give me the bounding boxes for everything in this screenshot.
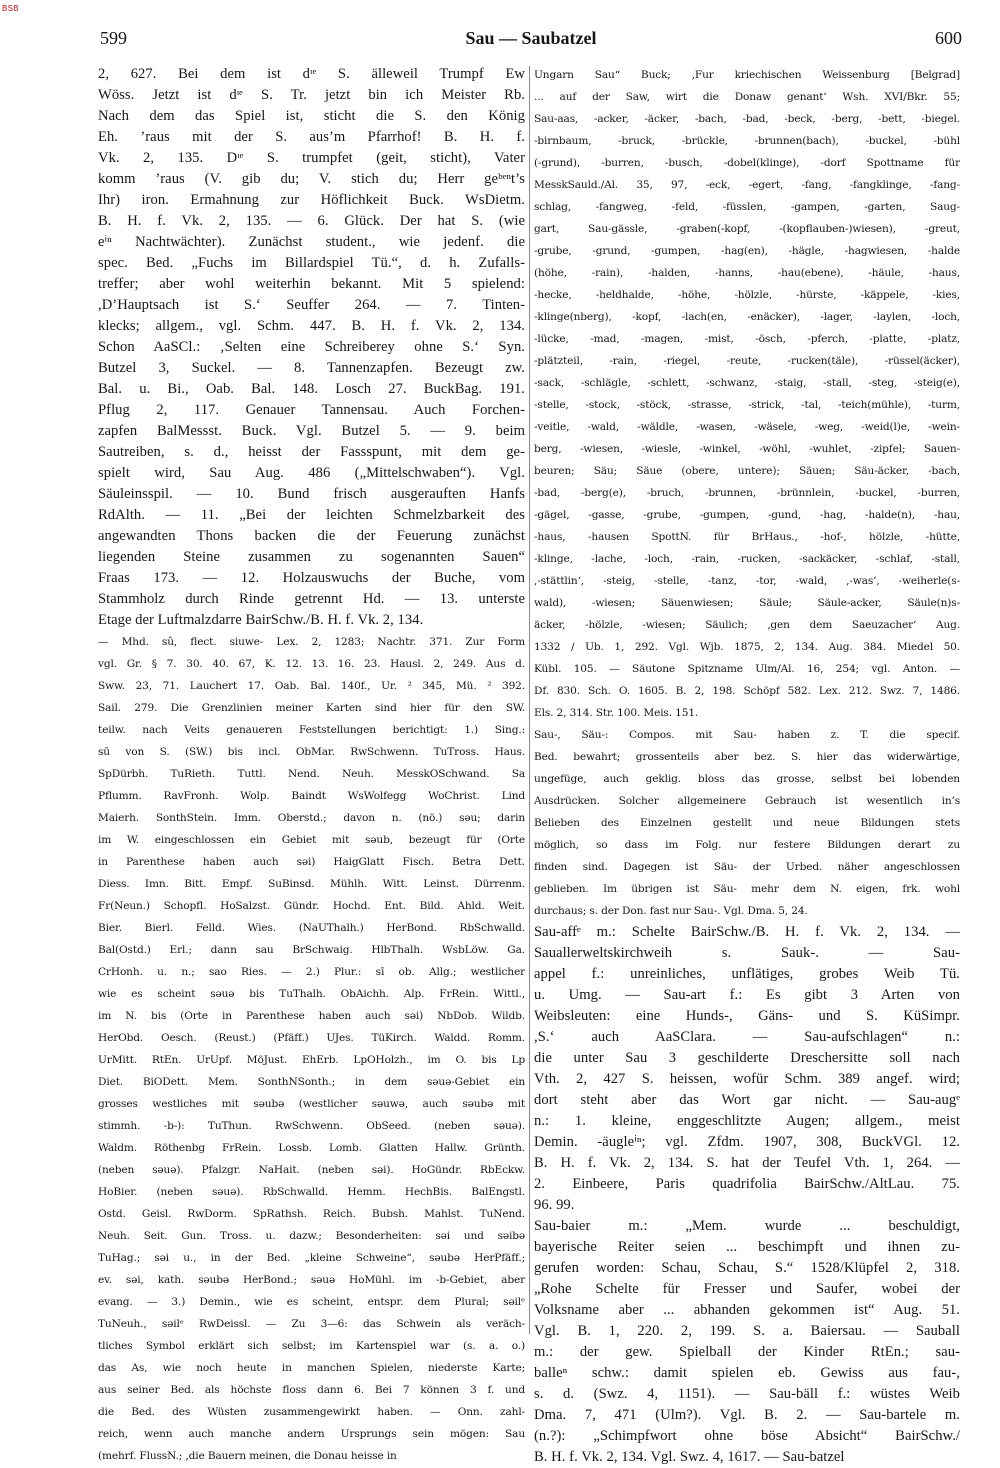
- text-line: Sauallerweltskirchweih s. Sauk-. — Sau-: [534, 945, 960, 961]
- note-line: -lücke, -mad, -magen, -mist, -ösch, -pferch, -platte, -platz,: [534, 333, 960, 345]
- text-line: „Rohe Schelte für Fresser und Saufer, wobei der: [534, 1281, 960, 1297]
- text-line: Butzel 3, Suckel. — 8. Tannenzapfen. Bezeugt zw.: [98, 360, 525, 376]
- text-line: Schon AaSCl.: ‚Selten eine Schreiberey ohne S.‘ Syn.: [98, 339, 525, 355]
- note-line: in Parenthese haben auch səi) HaigGlatt Fisch. Betra Dett.: [98, 856, 525, 868]
- note-line: Df. 830. Sch. O. 1605. B. 2, 198. Schöpf 582. Lex. 212. Swz. 7, 1486.: [534, 685, 960, 697]
- text-line: Bal. u. Bi., Oab. Bal. 148. Losch 27. BuckBag. 191.: [98, 381, 525, 397]
- text-line: ,S.‘ auch AaSClara. — Sau-aufschlagen“ n.:: [534, 1029, 960, 1045]
- text-line: Sau-baier m.: „Mem. wurde ... beschuldigt,: [534, 1218, 960, 1234]
- left-column: [98, 64, 525, 1467]
- note-line: das As, wie noch heute in manchen Spielen, niederste Karte;: [98, 1362, 525, 1374]
- note-line: (-grund), -burren, -busch, -dobel(klinge), -dorf Spottname für: [534, 157, 960, 169]
- note-line: beuren; Säu; Säue (obere, untere); Säuen; Säu-äcker, -bach,: [534, 465, 960, 477]
- note-line: Diess. Imn. Bitt. Empf. SuBinsd. Mühlh. Witt. Leinst. Dürrenm.: [98, 878, 525, 890]
- text-line: treffer; aber wohl weiterhin bekannt. Mit 5 spielend:: [98, 276, 525, 292]
- right-column: [534, 64, 960, 1468]
- note-line: möglich, so dass im Folg. nur festere Bildungen derart zu: [534, 839, 960, 851]
- note-line: TuHag.; səi u., in der Bed. „kleine Schweine“, səubə HerPfäff.;: [98, 1252, 525, 1264]
- note-line: aus seiner Bed. als höchste floss dann 6. Bei 7 können 3 f. und: [98, 1384, 525, 1396]
- note-line: ev. səi, kath. səubə HerBond.; səuə HoMühl. im -b-Gebiet, aber: [98, 1274, 525, 1286]
- note-line: schlag, -fangweg, -feld, -füsslen, -gampen, -garten, Saug-: [534, 201, 960, 213]
- text-line: u. Umg. — Sau-art f.: Es gibt 3 Arten von: [534, 987, 960, 1003]
- text-line: die unter Sau 3 geschilderte Dreschersitte soll nach: [534, 1050, 960, 1066]
- text-line: B. H. f. Vk. 2, 134. Vgl. Swz. 4, 1617. — Sau-batzel: [534, 1449, 845, 1465]
- note-line: berg, -wiesen, -wiesle, -winkel, -wöhl, -wuhlet, -zipfel; Sauen-: [534, 443, 960, 455]
- note-line: stimmh. -b-): TuThun. RwSchwenn. ObSeed. (neben səuə).: [98, 1120, 525, 1132]
- text-line: Sautreiben, s. d., heisst der Fassspunt, mit dem ge-: [98, 444, 525, 460]
- text-line: balleⁿ schw.: damit spielen eb. Gewiss aus fau-,: [534, 1365, 960, 1381]
- note-line: -bad, -berg(e), -bruch, -brunnen, -brünnlein, -buckel, -burren,: [534, 487, 960, 499]
- note-line: äcker, -hölzle, -wiesen; Säulich; ‚gen dem Saeuzacher‘ Aug.: [534, 619, 960, 631]
- text-line: Pflug 2, 117. Genauer Tannensau. Auch Forchen-: [98, 402, 525, 418]
- note-line: im N. bis (Orte in Parenthese haben auch səi) NbDob. Wildb.: [98, 1010, 525, 1022]
- note-line: durchaus; s. der Don. fast nur Sau-. Vgl. Dma. 5, 24.: [534, 905, 808, 917]
- note-line: -birnbaum, -bruck, -brückle, -brunnen(bach), -buckel, -bühl: [534, 135, 960, 147]
- note-line: Sau-, Säu-: Compos. mit Sau- haben z. T. die specif.: [534, 729, 960, 741]
- note-line: UrMitt. RtEn. UrUpf. MöJust. EhErb. LpOHolzh., im O. bis Lp: [98, 1054, 525, 1066]
- note-line: Bal(Ostd.) Erl.; dann sau BrSchwaig. HlbThalh. WsbLöw. Ga.: [98, 944, 525, 956]
- text-line: Dma. 7, 471 (Ulm?). Vgl. B. 2. — Sau-bartele m.: [534, 1407, 960, 1423]
- text-line: appel f.: unreinliches, unflätiges, grobes Weib Tü.: [534, 966, 960, 982]
- text-line: B. H. f. Vk. 2, 135. — 6. Glück. Der hat S. (wie: [98, 213, 525, 229]
- note-line: 1332 / Ub. 1, 292. Vgl. Wjb. 1875, 2, 134. Aug. 384. Miedel 50.: [534, 641, 960, 653]
- note-line: ungefüge, auch geklig. bloss das grosse, selbst bei lobenden: [534, 773, 960, 785]
- note-line: wie es scheint səuə bis TuThalh. ObAichh. Alp. FrRein. Wittl.,: [98, 988, 525, 1000]
- text-line: Vk. 2, 135. Dᶦᵉ S. trumpfet (geit, sticht), Vater: [98, 150, 525, 166]
- note-line: -plätzteil, -rain, -riegel, -reute, -rucken(täle), -rüssel(äcker),: [534, 355, 960, 367]
- note-line: wald), -wiesen; Säuenwiesen; Säule; Säule-acker, Säule(n)s-: [534, 597, 960, 609]
- note-line: -klinge, -lache, -loch, -rain, -rucken, -sackäcker, -schlaf, -stall,: [534, 553, 960, 565]
- page-number-right: 600: [935, 28, 962, 48]
- text-line: Vgl. B. 1, 220. 2, 199. S. a. Baiersau. — Sauball: [534, 1323, 960, 1339]
- note-line: vgl. Gr. § 7. 30. 40. 67, K. 12. 13. 16. 23. Hausl. 2, 249. Aus d.: [98, 658, 525, 670]
- page-header: [100, 28, 962, 52]
- left-notes: [98, 631, 525, 1467]
- text-line: gerufen worden: Schau, Schau, S.“ 1528/Klüpfel 2, 318.: [534, 1260, 960, 1276]
- text-line: RdAlth. — 11. „Bei der leichten Schmelzbarkeit des: [98, 507, 525, 523]
- note-line: SpDürbh. TuRieth. Tuttl. Nend. Neuh. MesskOSchwand. Sa: [98, 768, 525, 780]
- text-line: Stammholz durch Rinde getrennt Hd. — 13. unterste: [98, 591, 525, 607]
- note-line: ,-stättlin‘, -steig, -stelle, -tanz, -tor, -wald, ,-was‘, -weiherle(s-: [534, 575, 960, 587]
- note-line: HerObd. Oesch. (Reust.) (Pfäff.) UJes. TüKirch. Waldd. Romm.: [98, 1032, 525, 1044]
- note-line: -grube, -grund, -gumpen, -hag(en), -hägle, -hagwiesen, -halde: [534, 245, 960, 257]
- note-line: -stelle, -stock, -stöck, -strasse, -strick, -tal, -teich(mühle), -turm,: [534, 399, 960, 411]
- text-line: klecks; allgem., vgl. Schm. 447. B. H. f. Vk. 2, 134.: [98, 318, 525, 334]
- note-line: Sww. 23, 71. Lauchert 17. Oab. Bal. 140f., Ur. ² 345, Mü. ² 392.: [98, 680, 525, 692]
- note-line: teilw. nach Veits genaueren Feststellungen berichtigt: 1.) Sing.:: [98, 724, 525, 736]
- text-line: Volksname aber ... abhanden gekommen ist“ Aug. 51.: [534, 1302, 960, 1318]
- text-line: Demin. -äugleⁱⁿ; vgl. Zfdm. 1907, 308, BuckVGl. 12.: [534, 1134, 960, 1150]
- text-line: 96. 99.: [534, 1197, 575, 1213]
- note-line: (neben səuə). Pfalzgr. NaHait. (neben səi). HoGündr. RbEckw.: [98, 1164, 525, 1176]
- running-title: Sau — Saubatzel: [465, 28, 597, 48]
- note-line: MesskSauld./Al. 35, 97, -eck, -egert, -fang, -fangklinge, -fang-: [534, 179, 960, 191]
- note-line: Fr(Neun.) Schopfl. HoSalzst. Gündr. Hochd. Ent. Bild. Ahld. Weit.: [98, 900, 525, 912]
- note-line: -klinge(nberg), -kopf, -lach(en, -enäcker), -lager, -laylen, -loch,: [534, 311, 960, 323]
- note-line: -hecke, -heldhalde, -höhe, -hölzle, -hürste, -käppele, -kies,: [534, 289, 960, 301]
- watermark: BSB: [2, 4, 19, 13]
- text-line: spec. Bed. „Fuchs im Billardspiel Tü.“, d. h. Zufalls-: [98, 255, 525, 271]
- right-entries-a: [534, 922, 960, 1216]
- text-line: Weibsleuten: eine Hunds-, Gäns- und S. KüSimpr.: [534, 1008, 960, 1024]
- note-line: Sail. 279. Die Grenzlinien meiner Karten sind hier für den SW.: [98, 702, 525, 714]
- column-divider: [529, 66, 530, 1334]
- text-line: zapfen BalMessst. Buck. Vgl. Butzel 5. — 9. beim: [98, 423, 525, 439]
- text-line: eⁱⁿ Nachtwächter). Zunächst student., wie jedenf. die: [98, 234, 525, 250]
- text-line: Nach dem das Spiel ist, sticht die S. den König: [98, 108, 525, 124]
- text-line: angewandten Thons backen die der Feuerung zunächst: [98, 528, 525, 544]
- note-line: Maierh. SonthStein. Imm. Oberstd.; davon n. (nö.) səu; darin: [98, 812, 525, 824]
- note-line: Neuh. Seit. Gun. Tross. u. dazw.; Besonderheiten: səi und səibə: [98, 1230, 525, 1242]
- text-line: s. d. (Swz. 4, 1151). — Sau-bäll f.: wüstes Weib: [534, 1386, 960, 1402]
- note-line: Ostd. Geisl. RwDorm. SpRathsh. Reich. Bubsh. Mahlst. TuNend.: [98, 1208, 525, 1220]
- note-line: Diet. BiODett. Mem. SonthNSonth.; in dem səuə-Gebiet ein: [98, 1076, 525, 1088]
- note-line: HoBier. (neben səuə). RbSchwalld. Hemm. HechBis. BalEngstl.: [98, 1186, 525, 1198]
- note-line: -sack, -schlägle, -schlett, -schwanz, -staig, -stall, -steg, -steig(e),: [534, 377, 960, 389]
- note-line: — Mhd. sû, flect. siuwe- Lex. 2, 1283; Nachtr. 371. Zur Form: [98, 636, 525, 648]
- text-line: n.: 1. kleine, enggeschlitzte Augen; allgem., meist: [534, 1113, 960, 1129]
- note-line: Pflumm. RavFronh. Wolp. Baindt WsWolfegg WoChrist. Lind: [98, 790, 525, 802]
- text-line: liegenden Steine zusammen zu sogenannten Sauen“: [98, 549, 525, 565]
- note-line: sū von S. (SW.) bis incl. ObMar. RwSchwenn. TuTross. Haus.: [98, 746, 525, 758]
- text-line: Vth. 2, 427 S. heissen, wofür Schm. 389 angef. wird;: [534, 1071, 960, 1087]
- note-line: Ungarn Sau“ Buck; ‚Fur kriechischen Weissenburg [Belgrad]: [534, 69, 960, 81]
- note-line: tliches Symbol erklärt sich selbst; im Kartenspiel war (s. a. o.): [98, 1340, 525, 1352]
- text-line: 2. Einbeere, Paris quadrifolia BairSchw./AltLau. 75.: [534, 1176, 960, 1192]
- note-line: Waldm. Röthenbg FrRein. Lossb. Lomb. Glatten Hallw. Grünth.: [98, 1142, 525, 1154]
- text-line: Ihr) iron. Ermahnung zur Höflichkeit Buck. WsDietm.: [98, 192, 525, 208]
- text-line: komm ’raus (V. gib du; V. stich du; Herr geᵇᵉⁿt’s: [98, 171, 525, 187]
- text-line: dort steht aber das Wort gar nicht. — Sau-augᵉ: [534, 1092, 960, 1108]
- note-line: grosses westliches mit səubə (westlicher səuwə, auch səubə mit: [98, 1098, 525, 1110]
- note-line: gart, Sau-gässle, -graben(-kopf, -(kopflauben-)wiesen), -greut,: [534, 223, 960, 235]
- left-main-entry: [98, 64, 525, 631]
- note-line: TuNeuh., səilᵉ RwDeissl. — Zu 3—6: das Schwein als veräch-: [98, 1318, 525, 1330]
- note-line: Ausdrücken. Solcher allgemeinere Gebrauch ist wesentlich in’s: [534, 795, 960, 807]
- note-line: evang. — 3.) Demin., wie es scheint, entspr. dem Plural; səilᵉ: [98, 1296, 525, 1308]
- note-line: -haus, -hausen SpottN. für BrHaus., -hof-, hölzle, -hütte,: [534, 531, 960, 543]
- note-line: Sau-aas, -acker, -äcker, -bach, -bad, -beck, -berg, -bett, -biegel.: [534, 113, 960, 125]
- note-line: Els. 2, 314. Str. 100. Meis. 151.: [534, 707, 699, 719]
- text-line: (n.?): „Schimpfwort ohne böse Absicht“ BairSchw./: [534, 1428, 960, 1444]
- note-line: CrHonh. u. n.; sao Ries. — 2.) Plur.: sī ob. Allg.; westlicher: [98, 966, 525, 978]
- text-line: Etage der Luftmalzdarre BairSchw./B. H. f. Vk. 2, 134.: [98, 612, 424, 628]
- note-line: geblieben. Im übrigen ist Säu- mehr dem N. eigen, frk. wohl: [534, 883, 960, 895]
- text-line: Eh. ’raus mit der S. aus’m Pfarrhof! B. H. f.: [98, 129, 525, 145]
- right-entries-b: [534, 1216, 960, 1468]
- note-line: (mehrf. FlussN.; ‚die Bauern meinen, die Donau heisse in: [98, 1450, 397, 1462]
- right-notes-top: [534, 64, 960, 724]
- text-line: ,D’Hauptsach ist S.‘ Seuffer 264. — 7. Tinten-: [98, 297, 525, 313]
- note-line: ... auf der Saw, wirt die Donaw genant‘ Wsh. XVI/Bkr. 55;: [534, 91, 960, 103]
- right-compound-notes: [534, 724, 960, 922]
- text-line: Säuleinsspil. — 10. Bund frisch ausgerauften Hanfs: [98, 486, 525, 502]
- note-line: Bier. Bierl. Felld. Wies. (NaUThalh.) HerBond. RbSchwalld.: [98, 922, 525, 934]
- text-line: bayerische Reiter seien ... beschimpft und ihnen zu-: [534, 1239, 960, 1255]
- note-line: -veitle, -wald, -wäldle, -wasen, -wäsele, -weg, -weid(l)e, -wein-: [534, 421, 960, 433]
- text-line: Wöss. Jetzt ist dᶦᵉ S. Tr. jetzt bin ich Meister Rb.: [98, 87, 525, 103]
- note-line: Belieben des Einzelnen gestellt und neue Bildungen stets: [534, 817, 960, 829]
- text-line: B. H. f. Vk. 2, 134. S. hat der Teufel Vth. 1, 264. —: [534, 1155, 960, 1171]
- note-line: -gägel, -gasse, -grube, -gumpen, -gund, -hag, -halde(n), -hau,: [534, 509, 960, 521]
- text-line: 2, 627. Bei dem ist dᶦᵉ S. älleweil Trumpf Ew: [98, 66, 525, 82]
- note-line: Kübl. 105. — Säutone Spitzname Ulm/Al. 16, 254; vgl. Anton. —: [534, 663, 960, 675]
- note-line: im W. eingeschlossen ein Gebiet mit səub, bezeugt für (Orte: [98, 834, 525, 846]
- page-number-left: 599: [100, 28, 127, 48]
- note-line: die Bed. des Wüsten zusammengewirkt haben. — Onn. zahl-: [98, 1406, 525, 1418]
- note-line: Bed. bewahrt; grossenteils aber bez. S. hier das widerwärtige,: [534, 751, 960, 763]
- text-line: spielt wird, Sau Aug. 486 („Mittelschwaben“). Vgl.: [98, 465, 525, 481]
- text-line: m.: der gew. Spielball der Kinder RtEn.; sau-: [534, 1344, 960, 1360]
- note-line: (höhe, -rain), -halden, -hanns, -hau(ebene), -häule, -haus,: [534, 267, 960, 279]
- text-line: Fraas 173. — 12. Holzauswuchs der Buche, vom: [98, 570, 525, 586]
- note-line: finden sind. Dagegen ist Säu- der Urbed. näher angeschlossen: [534, 861, 960, 873]
- text-line: Sau-affᵉ m.: Schelte BairSchw./B. H. f. Vk. 2, 134. —: [534, 924, 960, 940]
- note-line: reich, wenn auch manche andern Ursprungs sein mögen: Sau: [98, 1428, 525, 1440]
